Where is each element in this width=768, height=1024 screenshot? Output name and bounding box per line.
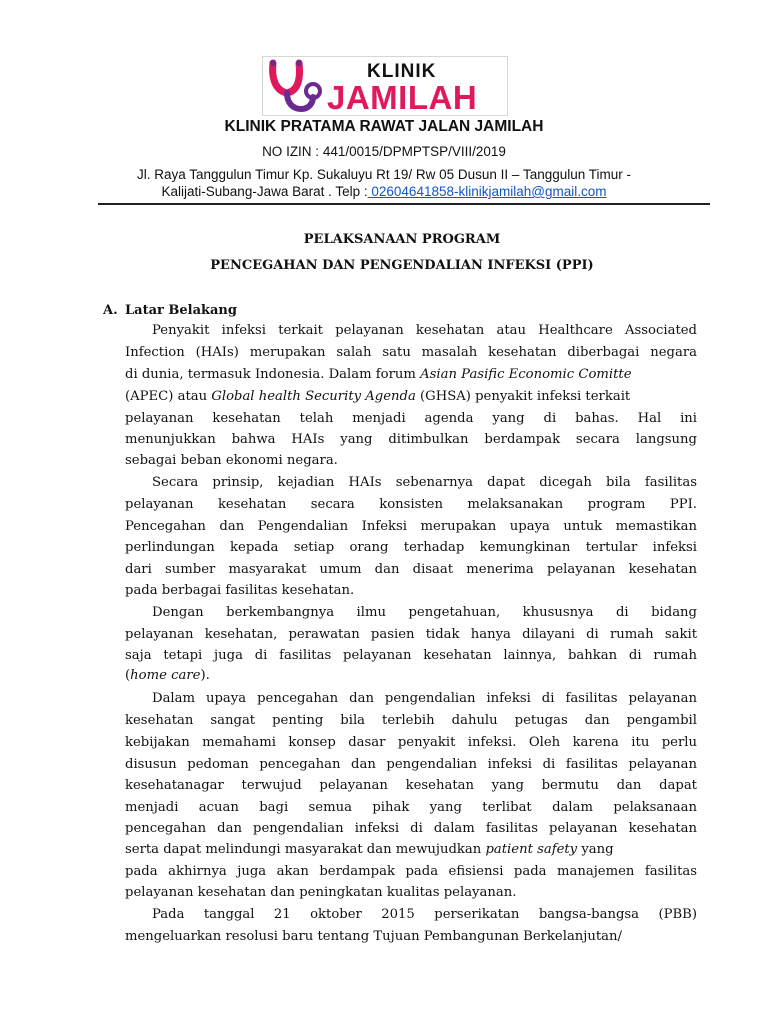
body-line: pada berbagai fasilitas kesehatan.	[125, 583, 355, 598]
italic-term: home care	[130, 668, 201, 683]
document-title: PELAKSANAAN PROGRAM	[303, 232, 501, 247]
clinic-name: KLINIK PRATAMA RAWAT JALAN JAMILAH	[224, 118, 544, 135]
body-line: dari sumber masyarakat umum dan disaat menerima pelayanan kesehatan	[125, 562, 697, 577]
body-line: Secara prinsip, kejadian HAIs sebenarnya dapat dicegah bila fasilitas	[152, 475, 697, 490]
address-line-2	[0, 184, 768, 199]
letterhead-divider	[98, 203, 710, 205]
body-line: (home care).	[125, 668, 210, 683]
italic-term: Global health Security Agenda	[211, 389, 416, 404]
clinic-logo	[262, 56, 508, 116]
body-line: kebijakan memahami konsep dasar penyakit infeksi. Oleh karena itu perlu	[125, 735, 697, 750]
body-line: pelayanan kesehatan, perawatan pasien tidak hanya dilayani di rumah sakit	[125, 627, 697, 642]
address-line-1: Jl. Raya Tanggulun Timur Kp. Sukaluyu Rt 19/ Rw 05 Dusun II – Tanggulun Timur -	[136, 167, 631, 182]
body-line: serta dapat melindungi masyarakat dan mewujudkan patient safety yang	[125, 842, 614, 857]
body-line: pelayanan kesehatan telah menjadi agenda yang di bahas. Hal ini	[125, 411, 697, 426]
body-line: pencegahan dan pengendalian infeksi di dalam fasilitas pelayanan kesehatan	[125, 821, 697, 836]
body-line: kesehatanagar terwujud pelayanan kesehatan yang bermutu dan dapat	[125, 778, 697, 793]
body-line: pelayanan kesehatan dan peningkatan kualitas pelayanan.	[125, 885, 517, 900]
body-line: Penyakit infeksi terkait pelayanan kesehatan atau Healthcare Associated	[152, 323, 697, 338]
section-title: Latar Belakang	[125, 303, 237, 318]
body-line: kesehatan sangat penting bila terlebih dahulu petugas dan pengambil	[125, 713, 697, 728]
italic-term: patient safety	[485, 842, 578, 857]
document-subtitle: PENCEGAHAN DAN PENGENDALIAN INFEKSI (PPI)	[210, 258, 594, 273]
body-line: (APEC) atau Global health Security Agenda (GHSA) penyakit infeksi terkait	[125, 389, 631, 404]
contact-link[interactable]: 02604641858-klinikjamilah@gmail.com	[367, 184, 607, 199]
body-line: pada akhirnya juga akan berdampak pada efisiensi pada manajemen fasilitas	[125, 864, 697, 879]
body-line: Dengan berkembangnya ilmu pengetahuan, khususnya di bidang	[152, 605, 697, 620]
logo-text-klinik: KLINIK	[367, 61, 437, 82]
body-line: Pada tanggal 21 oktober 2015 perserikatan bangsa-bangsa (PBB)	[152, 907, 697, 922]
logo-text-jamilah: JAMILAH	[327, 79, 478, 116]
body-line: perlindungan kepada setiap orang terhadap kemungkinan tertular infeksi	[125, 540, 697, 555]
body-line: menjadi acuan bagi semua pihak yang terlibat dalam pelaksanaan	[125, 800, 697, 815]
body-line: Infection (HAIs) merupakan salah satu masalah kesehatan diberbagai negara	[125, 345, 697, 360]
body-line: pelayanan kesehatan secara konsisten melaksanakan program PPI.	[125, 497, 697, 512]
license-number: NO IZIN : 441/0015/DPMPTSP/VIII/2019	[262, 144, 506, 159]
italic-term: Asian Pasific Economic Comitte	[420, 367, 632, 382]
body-line: disusun pedoman pencegahan dan pengendalian infeksi di fasilitas pelayanan	[125, 757, 697, 772]
body-line: Dalam upaya pencegahan dan pengendalian infeksi di fasilitas pelayanan	[152, 691, 697, 706]
body-line: di dunia, termasuk Indonesia. Dalam forum Asian Pasific Economic Comitte	[125, 367, 632, 382]
body-line: mengeluarkan resolusi baru tentang Tujuan Pembangunan Berkelanjutan/	[125, 929, 622, 944]
body-line: saja tetapi juga di fasilitas pelayanan kesehatan lainnya, bahkan di rumah	[125, 648, 697, 663]
address-prefix: Kalijati-Subang-Jawa Barat . Telp :	[161, 184, 368, 199]
body-line: Pencegahan dan Pengendalian Infeksi merupakan upaya untuk memastikan	[125, 519, 697, 534]
section-marker: A.	[103, 303, 118, 318]
stethoscope-icon	[263, 57, 327, 115]
body-line: sebagai beban ekonomi negara.	[125, 453, 338, 468]
body-line: menunjukkan bahwa HAIs yang ditimbulkan berdampak secara langsung	[125, 432, 697, 447]
